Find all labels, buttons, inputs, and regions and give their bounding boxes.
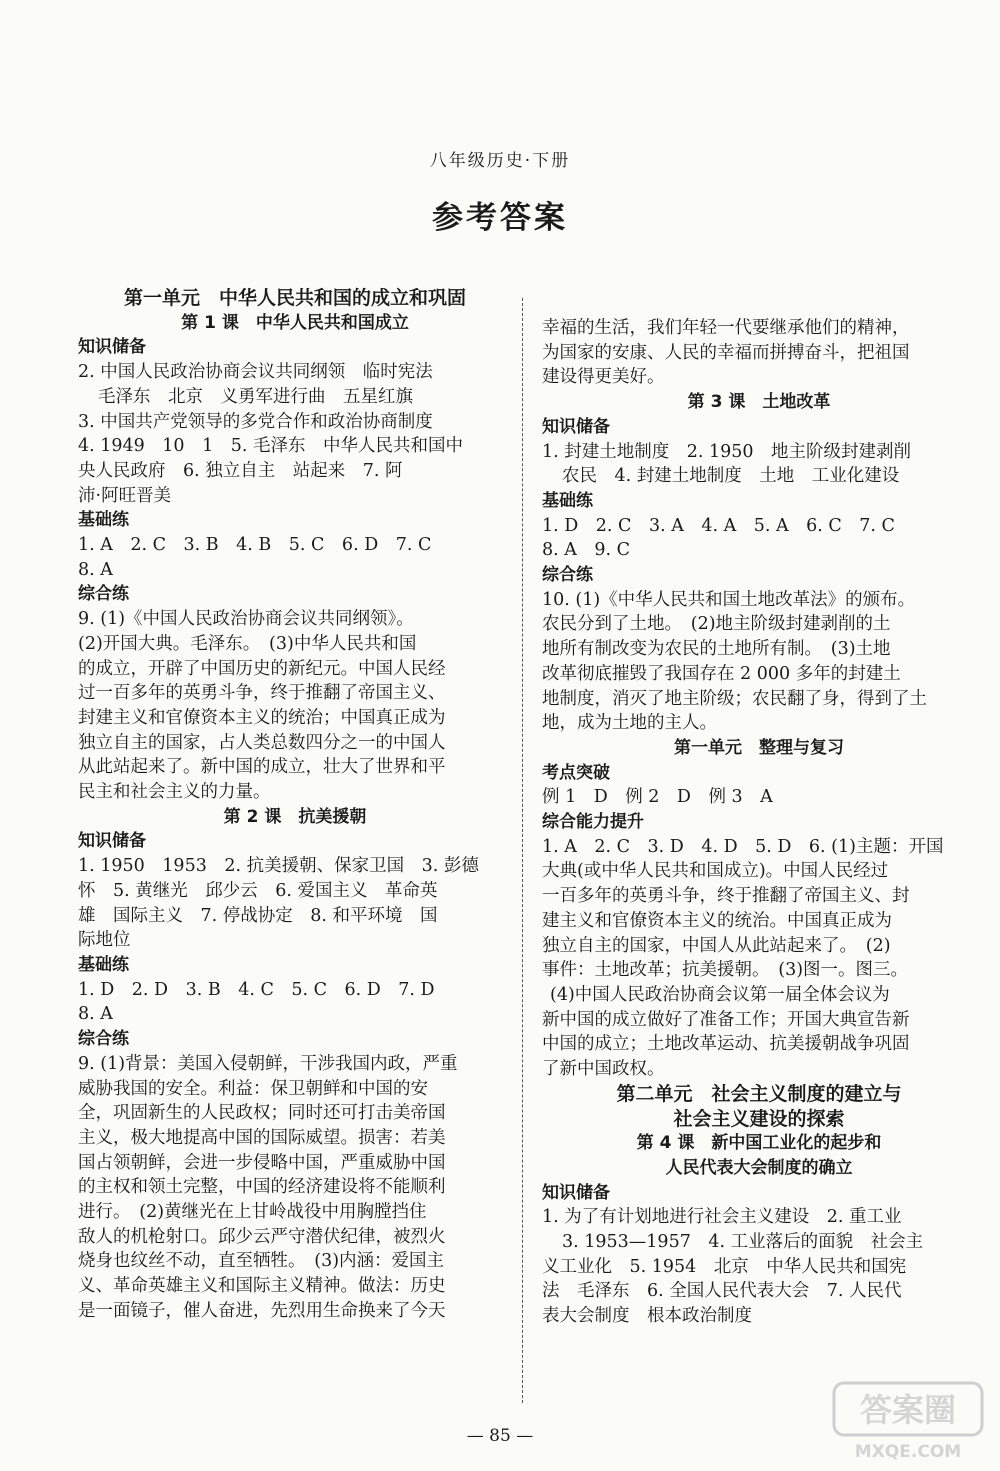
- section-label: 综合练: [78, 1029, 129, 1050]
- answer-line: 中国的成立；土地改革运动、抗美援朝战争巩固: [542, 1034, 910, 1055]
- answer-line: 地制度，消灭了地主阶级；农民翻了身，得到了土: [542, 688, 927, 709]
- section-label: 知识储备: [78, 337, 146, 358]
- answer-line: 敌人的机枪射口。邱少云严守潜伏纪律，被烈火: [78, 1226, 446, 1247]
- answer-line: 独立自主的国家，占人类总数四分之一的中国人: [78, 732, 446, 753]
- answer-line: 独立自主的国家，中国人从此站起来了。 (2): [542, 935, 891, 956]
- page-number: — 85 —: [466, 1426, 534, 1446]
- answer-line: 地，成为土地的主人。: [542, 713, 717, 734]
- answer-line: 8. A 9. C: [542, 540, 631, 561]
- answer-line: 为国家的安康、人民的幸福而拼搏奋斗，把祖国: [542, 342, 910, 363]
- answer-line: 1. 1950 1953 2. 抗美援朝、保家卫国 3. 彭德: [78, 856, 479, 877]
- lesson-heading: 第 3 课 土地改革: [687, 392, 831, 413]
- answer-line: (2)开国大典。毛泽东。 (3)中华人民共和国: [78, 633, 417, 654]
- answer-line: 1. 为了有计划地进行社会主义建设 2. 重工业: [542, 1207, 902, 1228]
- right-column: [542, 316, 976, 1329]
- answer-line: 际地位: [78, 930, 131, 951]
- section-label: 基础练: [542, 490, 593, 511]
- lesson-heading: 人民代表大会制度的确立: [665, 1157, 853, 1178]
- answer-line: 8. A: [78, 1004, 113, 1025]
- answer-line: 了新中国政权。: [542, 1059, 665, 1080]
- answer-line: 烧身也纹丝不动，直至牺牲。 (3)内涵：爱国主: [78, 1251, 445, 1272]
- unit-heading: 第一单元 中华人民共和国的成立和巩固: [123, 287, 466, 309]
- answer-line: (4)中国人民政治协商会议第一届全体会议为: [550, 984, 890, 1005]
- section-label: 基础练: [78, 954, 129, 975]
- section-label: 考点突破: [542, 762, 610, 783]
- answer-line: 1. D 2. D 3. B 4. C 5. C 6. D 7. D: [78, 979, 435, 1000]
- page-title: 参考答案: [432, 200, 568, 236]
- section-label: 知识储备: [542, 1182, 610, 1203]
- answer-line: 2. 中国人民政治协商会议共同纲领 临时宪法: [78, 362, 433, 383]
- answer-line: 建设得更美好。: [542, 367, 665, 388]
- answer-line: 从此站起来了。新中国的成立，壮大了世界和平: [78, 757, 446, 778]
- answer-line: 进行。 (2)黄继光在上甘岭战役中用胸膛挡住: [78, 1202, 427, 1223]
- watermark-text: 答案圈: [859, 1391, 957, 1429]
- answer-line: 改革彻底摧毁了我国存在 2 000 多年的封建土: [542, 663, 901, 684]
- answer-line: 例 1 D 例 2 D 例 3 A: [542, 787, 773, 808]
- answer-line: 9. (1)背景：美国入侵朝鲜，干涉我国内政，严重: [78, 1053, 458, 1074]
- answer-line: 3. 1953—1957 4. 工业落后的面貌 社会主: [562, 1232, 924, 1253]
- section-label: 知识储备: [542, 416, 610, 437]
- answer-line: 威胁我国的安全。利益：保卫朝鲜和中国的安: [78, 1078, 428, 1099]
- answer-line: 4. 1949 10 1 5. 毛泽东 中华人民共和国中: [78, 436, 463, 457]
- answer-line: 10. (1)《中华人民共和国土地改革法》的颁布。: [542, 589, 916, 610]
- answer-line: 事件：土地改革；抗美援朝。 (3)图一。图三。: [542, 960, 909, 981]
- lesson-heading: 第 1 课 中华人民共和国成立: [181, 312, 409, 333]
- answer-line: 的主权和领土完整，中国的经济建设将不能顺利: [78, 1177, 446, 1198]
- lesson-heading: 第 2 课 抗美援朝: [223, 806, 367, 827]
- watermark-url: MXQE.COM: [854, 1442, 962, 1462]
- answer-line: 封建主义和官僚资本主义的统治；中国真正成为: [78, 707, 446, 728]
- answer-line: 农民分到了土地。 (2)地主阶级封建剥削的土: [542, 614, 891, 635]
- answer-line: 1. 封建土地制度 2. 1950 地主阶级封建剥削: [542, 441, 912, 462]
- unit-heading: 第二单元 社会主义制度的建立与: [616, 1082, 902, 1105]
- answer-line: 9. (1)《中国人民政治协商会议共同纲领》。: [78, 609, 414, 630]
- answer-line: 民主和社会主义的力量。: [78, 782, 271, 803]
- answer-line: 1. A 2. C 3. B 4. B 5. C 6. D 7. C: [78, 535, 432, 556]
- lesson-heading: 第一单元 整理与复习: [674, 737, 844, 758]
- answer-line: 1. A 2. C 3. D 4. D 5. D 6. (1)主题：开国: [542, 836, 944, 857]
- answer-line: 新中国的成立做好了准备工作；开国大典宣告新: [542, 1009, 910, 1030]
- watermark-logo: [830, 1379, 986, 1465]
- answer-line: 法 毛泽东 6. 全国人民代表大会 7. 人民代: [542, 1281, 902, 1302]
- answer-line: 1. D 2. C 3. A 4. A 5. A 6. C 7. C: [542, 515, 895, 536]
- answer-line: 怀 5. 黄继光 邱少云 6. 爱国主义 革命英: [78, 880, 438, 901]
- answer-line: 幸福的生活，我们年轻一代要继承他们的精神，: [542, 318, 910, 338]
- answer-line: 央人民政府 6. 独立自主 站起来 7. 阿: [78, 460, 403, 481]
- answer-line: 雄 国际主义 7. 停战协定 8. 和平环境 国: [78, 905, 438, 926]
- answer-line: 是一面镜子，催人奋进，先烈用生命换来了今天: [78, 1300, 446, 1321]
- answer-line: 3. 中国共产党领导的多党合作和政治协商制度: [78, 411, 433, 432]
- section-label: 综合练: [542, 565, 593, 586]
- section-label: 综合能力提升: [542, 812, 644, 833]
- answer-line: 过一百多年的英勇斗争，终于推翻了帝国主义、: [78, 683, 446, 704]
- answer-line: 一百多年的英勇斗争，终于推翻了帝国主义、封: [542, 886, 910, 907]
- column-divider: [522, 298, 523, 1403]
- answer-line: 的成立，开辟了中国历史的新纪元。中国人民经: [78, 658, 446, 679]
- unit-heading: 社会主义建设的探索: [673, 1107, 845, 1130]
- answer-line: 毛泽东 北京 义勇军进行曲 五星红旗: [98, 386, 413, 407]
- answer-line: 地所有制改变为农民的土地所有制。 (3)土地: [542, 639, 891, 660]
- section-label: 综合练: [78, 584, 129, 605]
- answer-line: 义、革命英雄主义和国际主义精神。做法：历史: [78, 1276, 446, 1297]
- answer-line: 沛·阿旺晋美: [78, 485, 172, 506]
- answer-line: 大典(或中华人民共和国成立)。中国人民经过: [542, 861, 889, 882]
- answer-line: 主义，极大地提高中国的国际威望。损害：若美: [78, 1127, 446, 1148]
- lesson-heading: 第 4 课 新中国工业化的起步和: [636, 1133, 882, 1154]
- answer-line: 建主义和官僚资本主义的统治。中国真正成为: [542, 910, 892, 931]
- section-label: 基础练: [78, 510, 129, 531]
- section-label: 知识储备: [78, 831, 146, 852]
- answer-line: 全，巩固新生的人民政权；同时还可打击美帝国: [78, 1103, 446, 1124]
- answer-line: 国占领朝鲜，会进一步侵略中国，严重威胁中国: [78, 1152, 446, 1173]
- answer-line: 义工业化 5. 1954 北京 中华人民共和国宪: [542, 1256, 907, 1277]
- left-column: [78, 286, 512, 1324]
- answer-line: 表大会制度 根本政治制度: [542, 1306, 752, 1327]
- answer-line: 8. A: [78, 559, 113, 580]
- answer-line: 农民 4. 封建土地制度 土地 工业化建设: [562, 466, 900, 487]
- book-subtitle: 八年级历史·下册: [429, 151, 571, 171]
